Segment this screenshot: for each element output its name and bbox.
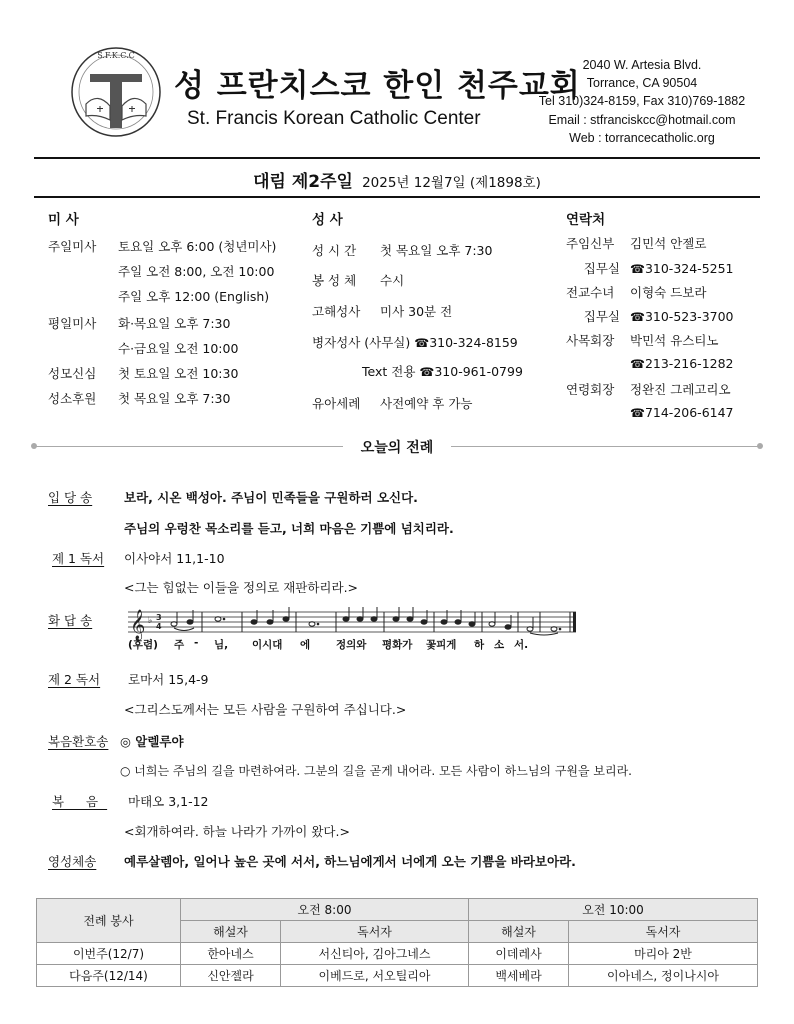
liturgy-heading-text: 오늘의 전례 (343, 440, 452, 456)
reading1-summary: <그는 힘없는 이들을 정의로 재판하리라.> (124, 580, 359, 595)
contact-row (566, 259, 734, 277)
roster-title: 전례 봉사 (37, 899, 181, 943)
psalm-lyric-syllable: 평화가 (382, 639, 413, 651)
contact-row (566, 234, 706, 252)
sacrament-row (312, 333, 518, 351)
treble-clef-icon: 𝄞 (130, 610, 146, 640)
gospel-summary: <회개하여라. 하늘 나라가 가까이 왔다.> (124, 824, 350, 839)
phone-icon: ☎ (419, 365, 435, 379)
sacrament-value: 첫 목요일 오후 7:30 (380, 243, 493, 258)
logo-lettering: S.F.K.C.C (97, 51, 135, 60)
header-rule-top (34, 157, 760, 159)
contact-label: 주임신부 (566, 236, 615, 251)
sacrament-label: 성 시 간 (312, 243, 357, 258)
phone-icon: ☎ (630, 310, 645, 324)
sacrament-value: 310-961-0799 (434, 364, 523, 379)
sacrament-value: 수시 (380, 273, 405, 288)
sacrament-label: 봉 성 체 (312, 273, 357, 288)
entrance-label: 입 당 송 (48, 490, 93, 505)
phone-icon: ☎ (630, 357, 645, 371)
psalm-lyric-syllable: 서. (514, 639, 529, 651)
roster-reader: 이아네스, 정이나시아 (569, 965, 758, 987)
psalm-lyric-syllable: 주 (174, 639, 185, 651)
psalm-refrain-marker: (후렴) (128, 639, 158, 651)
sacrament-label: 고해성사 (312, 304, 361, 319)
roster-reader: 이베드로, 서오틸리아 (281, 965, 469, 987)
communion-label: 영성체송 (48, 854, 97, 869)
mass-row-label: 주일미사 (48, 239, 97, 254)
contact-value: 박민석 유스티노 (630, 333, 719, 348)
reading1-label: 제 1 독서 (52, 551, 105, 566)
contact-label: 연령회장 (566, 382, 615, 397)
contact-row (566, 380, 731, 398)
narrator-header: 해설자 (181, 921, 281, 943)
psalm-lyric-syllable: 에 (300, 639, 311, 651)
psalm-label: 화 답 송 (48, 613, 93, 628)
roster-narrator: 이데레사 (469, 943, 569, 965)
acclamation-alleluia: ◎ 알렐루야 (120, 734, 184, 749)
mass-row-label: 성모신심 (48, 366, 97, 381)
address-line-1: 2040 W. Artesia Blvd. (582, 58, 702, 72)
psalm-lyric-syllable: 소 (494, 639, 505, 651)
gospel-reference: 마태오 3,1-12 (128, 794, 209, 809)
sacrament-label: 유아세례 (312, 396, 361, 411)
mass-row-label: 평일미사 (48, 316, 97, 331)
mass-row (118, 339, 238, 357)
liturgy-heading (0, 437, 794, 457)
church-contact-block (524, 56, 760, 147)
contact-value: 이형숙 드보라 (630, 285, 707, 300)
headline (0, 167, 794, 192)
church-title-korean: 성 프란치스코 한인 천주교회 (174, 68, 581, 104)
sacrament-row (312, 394, 472, 412)
website-address: Web : torrancecatholic.org (569, 130, 715, 145)
psalm-lyric-syllable: 정의와 (336, 639, 367, 651)
contacts-heading: 연락처 (566, 212, 606, 228)
mass-row-value: 첫 목요일 오후 7:30 (118, 391, 231, 406)
mass-row-value: 주일 오후 12:00 (English) (118, 289, 270, 304)
mass-row (48, 314, 230, 332)
mass-1-header: 오전 8:00 (181, 899, 469, 921)
reading2-summary: <그리스도께서는 모든 사람을 구원하여 주십니다.> (124, 702, 407, 717)
mass-row-value: 수·금요일 오전 10:00 (118, 341, 239, 356)
mass-row (118, 262, 274, 280)
contact-row (566, 331, 719, 349)
narrator-header: 해설자 (469, 921, 569, 943)
contact-row (566, 283, 706, 301)
reading1-reference: 이사야서 11,1-10 (124, 551, 225, 566)
roster-narrator: 백세베라 (469, 965, 569, 987)
sacrament-label: Text 전용 (362, 364, 416, 379)
roster-narrator: 한아네스 (181, 943, 281, 965)
reading2-label: 제 2 독서 (48, 672, 101, 687)
church-title-english: St. Francis Korean Catholic Center (187, 108, 481, 129)
mass-row-value: 토요일 오후 6:00 (청년미사) (118, 239, 277, 254)
communion-antiphon: 예루살렘아, 일어나 높은 곳에 서서, 하느님에게서 너에게 오는 기쁨을 바라보아라. (124, 854, 576, 869)
phone-icon: ☎ (414, 336, 430, 350)
sacraments-heading: 성 사 (312, 212, 343, 228)
contact-label: 전교수녀 (566, 285, 615, 300)
telephone-fax: Tel 310)324-8159, Fax 310)769-1882 (538, 94, 746, 109)
sacrament-value: 미사 30분 전 (380, 304, 453, 319)
sacrament-value: 사전예약 후 가능 (380, 396, 473, 411)
contact-value: 714-206-6147 (644, 405, 734, 420)
contact-value: 213-216-1282 (644, 356, 734, 371)
roster-reader: 마리아 2반 (569, 943, 758, 965)
psalm-lyric-syllable: - (194, 637, 199, 649)
contact-value: 310-523-3700 (644, 309, 734, 324)
contact-value: 310-324-5251 (644, 261, 734, 276)
roster-narrator: 신안젤라 (181, 965, 281, 987)
sacrament-value: 310-324-8159 (429, 335, 518, 350)
psalm-lyric-syllable: 이시대 (252, 639, 283, 651)
table-row (37, 965, 758, 987)
contact-row (630, 356, 734, 371)
roster-week: 다음주(12/14) (37, 965, 181, 987)
sacrament-row (362, 362, 523, 380)
time-signature-icon: 4 (156, 622, 162, 631)
mass-heading: 미 사 (48, 212, 79, 228)
email-address: Email : stfranciskcc@hotmail.com (548, 112, 736, 127)
psalm-lyric-syllable: 님, (214, 639, 229, 651)
reader-header: 독서자 (569, 921, 758, 943)
sunday-title: 대림 제2주일 (253, 172, 353, 192)
phone-icon: ☎ (630, 406, 645, 420)
mass-row-value: 화·목요일 오후 7:30 (118, 316, 231, 331)
church-logo (68, 44, 164, 140)
roster-week: 이번주(12/7) (37, 943, 181, 965)
gospel-label: 복 음 (52, 794, 108, 809)
reader-header: 독서자 (281, 921, 469, 943)
psalm-lyric-syllable: 하 (474, 639, 485, 651)
mass-row-label: 성소후원 (48, 391, 97, 406)
sacrament-label: 병자성사 (사무실) (312, 335, 411, 350)
contact-label: 집무실 (583, 261, 620, 276)
liturgy-service-roster (36, 898, 758, 987)
mass-row-value: 첫 토요일 오전 10:30 (118, 366, 239, 381)
sacrament-row (312, 271, 404, 289)
mass-row (48, 389, 230, 407)
sacrament-row (312, 302, 452, 320)
address-line-2: Torrance, CA 90504 (586, 76, 698, 91)
entrance-antiphon-line-1: 보라, 시온 백성아. 주님이 민족들을 구원하러 오신다. (124, 490, 418, 505)
issue-date: 2025년 12월7일 (제1898호) (362, 175, 541, 191)
reading2-reference: 로마서 15,4-9 (128, 672, 209, 687)
mass-row (48, 237, 276, 255)
contact-value: 정완진 그레고리오 (630, 382, 731, 397)
header-rule-bottom (34, 196, 760, 198)
mass-row (48, 364, 238, 382)
entrance-antiphon-line-2: 주님의 우렁찬 목소리를 듣고, 너희 마음은 기쁨에 넘치리라. (124, 521, 454, 536)
contact-value: 김민석 안젤로 (630, 236, 707, 251)
table-row (37, 943, 758, 965)
mass-row-value: 주일 오전 8:00, 오전 10:00 (118, 264, 275, 279)
table-row (37, 899, 758, 921)
sacrament-row (312, 241, 492, 259)
contact-row (566, 307, 734, 325)
acclamation-label: 복음환호송 (48, 734, 109, 749)
contact-label: 집무실 (583, 309, 620, 324)
psalm-lyric-syllable: 꽃피게 (426, 639, 457, 651)
contact-row (630, 405, 734, 420)
mass-2-header: 오전 10:00 (469, 899, 758, 921)
time-signature-icon: 3 (156, 613, 162, 622)
acclamation-verse: ○ 너희는 주님의 길을 마련하여라. 그분의 길을 곧게 내어라. 모든 사람이 하느님의 구원을 보리라. (120, 764, 633, 778)
phone-icon: ☎ (630, 262, 645, 276)
roster-reader: 서신티아, 김아그네스 (281, 943, 469, 965)
mass-row (118, 287, 269, 305)
contact-label: 사목회장 (566, 333, 615, 348)
flat-icon: ♭ (148, 616, 153, 626)
